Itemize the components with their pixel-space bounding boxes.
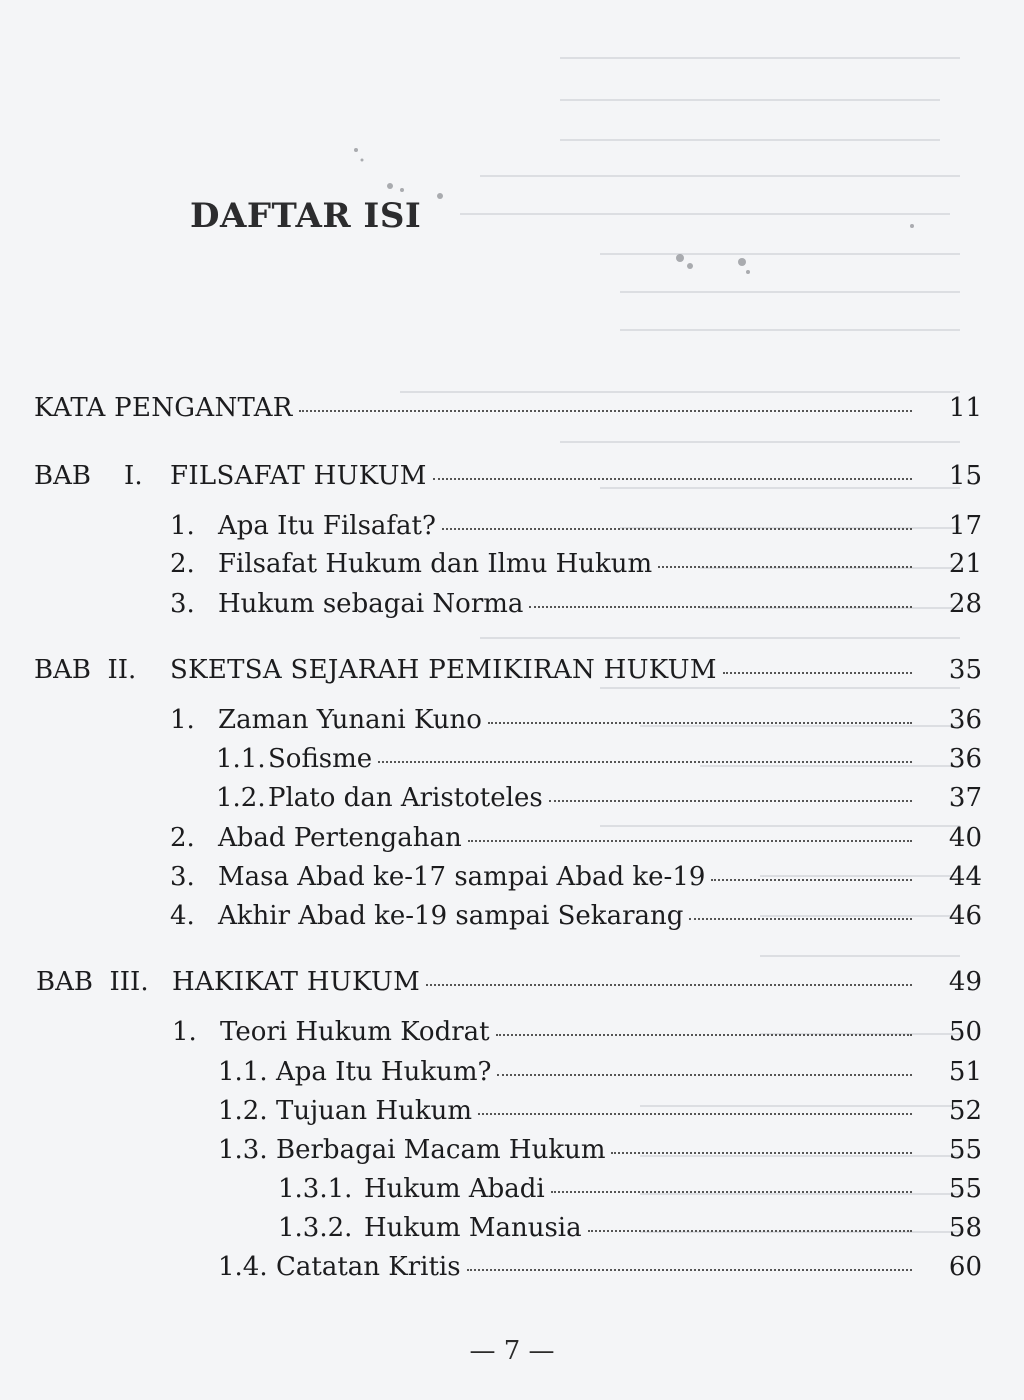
dot-leader [549,800,912,802]
toc-chapter-label: HAKIKAT HUKUM [172,967,420,997]
page-number: — 7 — [469,1336,555,1366]
toc-entry-page: 35 [948,655,982,685]
toc-entry-number: 1.2. [218,1096,268,1126]
toc-entry-number: 3. [170,862,195,892]
toc-entry-page: 17 [948,511,982,541]
toc-entry-label: Tujuan Hukum [276,1096,472,1126]
toc-entry-page: 21 [948,549,982,579]
dot-leader [723,672,912,674]
dot-leader [689,918,912,920]
toc-entry-page: 40 [948,823,982,853]
toc-entry-label: Hukum sebagai Norma [218,589,524,619]
dot-leader [588,1230,912,1232]
toc-entry-number: 2. [170,823,195,853]
toc-entry-number: 1.3.2. [278,1213,353,1243]
toc-chapter-2[interactable] [34,654,982,686]
toc-entry-page: 55 [948,1135,982,1165]
toc-entry-number: 1. [170,511,195,541]
toc-entry-number: 2. [170,549,195,579]
dot-leader [529,606,912,608]
toc-entry[interactable] [172,1016,982,1048]
toc-entry-number: 1. [172,1017,197,1047]
toc-entry-page: 55 [948,1174,982,1204]
toc-entry-page: 28 [948,589,982,619]
toc-subentry[interactable] [218,1056,982,1088]
toc-entry[interactable] [170,822,982,854]
toc-entry-label: Catatan Kritis [276,1252,461,1282]
toc-chapter-label: FILSAFAT HUKUM [170,461,427,491]
toc-entry-page: 36 [948,705,982,735]
toc-entry-page: 52 [948,1096,982,1126]
dot-leader [468,840,912,842]
toc-entry-label: Filsafat Hukum dan Ilmu Hukum [218,549,653,579]
toc-entry[interactable] [170,861,982,893]
dot-leader [426,984,912,986]
toc-chapter-label: SKETSA SEJARAH PEMIKIRAN HUKUM [170,655,717,685]
dot-leader [488,722,912,724]
toc-entry-page: 36 [948,744,982,774]
toc-chapter-1[interactable] [34,460,982,492]
dot-leader [299,410,912,412]
toc-subentry[interactable] [218,1095,982,1127]
dot-leader [478,1113,912,1115]
toc-entry-page: 37 [948,783,982,813]
toc-entry[interactable] [170,588,982,620]
toc-entry-label: Plato dan Aristoteles [268,783,543,813]
toc-chapter-3[interactable] [36,966,982,998]
toc-subentry[interactable] [216,743,982,775]
toc-entry-number: 1.2. [216,783,266,813]
toc-entry-label: Berbagai Macam Hukum [276,1135,606,1165]
toc-entry-number: 1.3.1. [278,1174,353,1204]
toc-entry-label: Hukum Manusia [364,1213,582,1243]
toc-subsubentry[interactable] [278,1212,982,1244]
dot-leader [467,1269,912,1271]
toc-entry-label: Akhir Abad ke-19 sampai Sekarang [218,901,684,931]
dot-leader [611,1152,912,1154]
toc-entry[interactable] [170,548,982,580]
toc-entry-label: Hukum Abadi [364,1174,545,1204]
dot-leader [711,879,912,881]
toc-entry-page: 11 [948,393,982,423]
dot-leader [658,566,912,568]
dot-leader [442,528,912,530]
toc-entry-page: 46 [948,901,982,931]
toc-entry-label: Teori Hukum Kodrat [220,1017,490,1047]
toc-entry-kata-pengantar[interactable] [34,392,982,424]
toc-entry-page: 49 [948,967,982,997]
toc-entry-number: 3. [170,589,195,619]
toc-entry[interactable] [170,704,982,736]
toc-entry-number: 1. [170,705,195,735]
toc-entry-number: 1.4. [218,1252,268,1282]
toc-entry-label: Apa Itu Filsafat? [218,511,436,541]
toc-entry-page: 58 [948,1213,982,1243]
toc-entry[interactable] [170,900,982,932]
toc-entry-label: Abad Pertengahan [218,823,462,853]
toc-entry-number: 4. [170,901,195,931]
dot-leader [496,1034,912,1036]
toc-entry-page: 44 [948,862,982,892]
dot-leader [433,478,912,480]
toc-entry-page: 50 [948,1017,982,1047]
toc-entry-label: Zaman Yunani Kuno [218,705,482,735]
toc-chapter-number: BAB II. [34,655,137,685]
toc-entry-label: Sofisme [268,744,373,774]
toc-chapter-number: BAB III. [36,967,149,997]
dot-leader [497,1074,912,1076]
toc-entry-page: 51 [948,1057,982,1087]
toc-entry-label: Masa Abad ke-17 sampai Abad ke-19 [218,862,706,892]
toc-entry-number: 1.1. [218,1057,268,1087]
toc-entry-page: 15 [948,461,982,491]
toc-entry-number: 1.3. [218,1135,268,1165]
page-title: DAFTAR ISI [190,196,422,236]
toc-entry-page: 60 [948,1252,982,1282]
toc-subentry[interactable] [216,782,982,814]
toc-entry-label: Apa Itu Hukum? [276,1057,492,1087]
toc-entry-number: 1.1. [216,744,266,774]
toc-chapter-number: BAB I. [34,461,143,491]
toc-subsubentry[interactable] [278,1173,982,1205]
dot-leader [378,761,912,763]
toc-subentry[interactable] [218,1134,982,1166]
toc-entry[interactable] [170,510,982,542]
toc-entry-label: KATA PENGANTAR [34,393,293,423]
dot-leader [551,1191,912,1193]
toc-subentry[interactable] [218,1251,982,1283]
